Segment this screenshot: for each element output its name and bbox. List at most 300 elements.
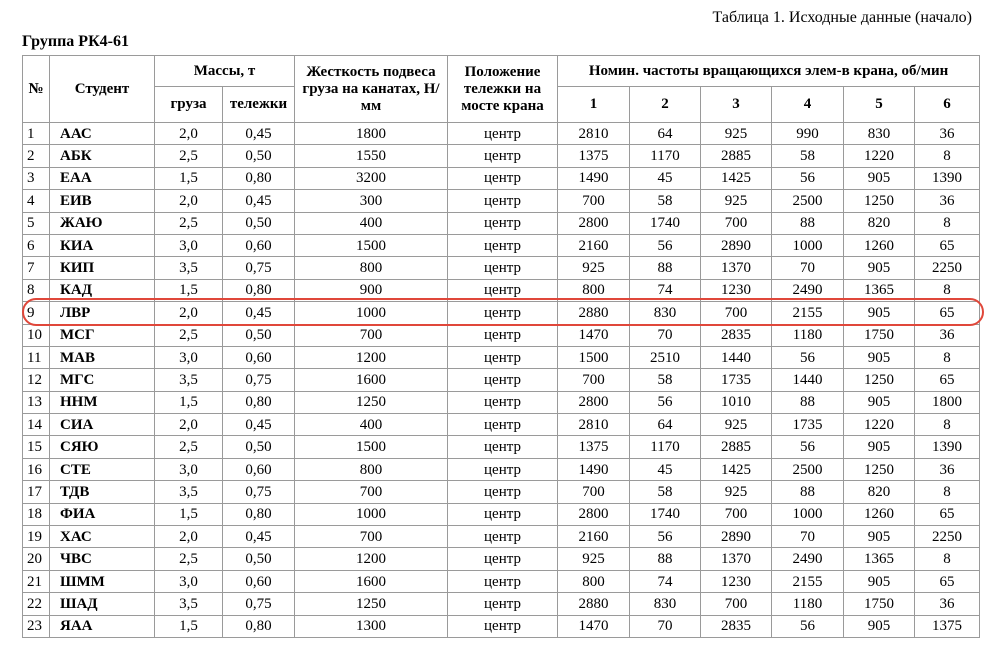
trolley-position: центр bbox=[448, 234, 558, 256]
cargo-mass: 2,0 bbox=[155, 302, 223, 324]
freq-3: 2885 bbox=[701, 145, 772, 167]
row-number: 22 bbox=[23, 593, 50, 615]
trolley-position: центр bbox=[448, 548, 558, 570]
trolley-position: центр bbox=[448, 145, 558, 167]
freq-6: 2250 bbox=[915, 526, 980, 548]
cargo-mass: 3,5 bbox=[155, 593, 223, 615]
freq-2: 64 bbox=[630, 123, 701, 145]
stiffness: 1250 bbox=[295, 391, 448, 413]
freq-5: 1260 bbox=[844, 234, 915, 256]
freq-6: 8 bbox=[915, 548, 980, 570]
cargo-mass: 2,5 bbox=[155, 324, 223, 346]
header-student: Студент bbox=[50, 56, 155, 123]
freq-2: 58 bbox=[630, 369, 701, 391]
cargo-mass: 3,0 bbox=[155, 234, 223, 256]
freq-1: 1500 bbox=[558, 346, 630, 368]
freq-3: 925 bbox=[701, 190, 772, 212]
cargo-mass: 1,5 bbox=[155, 615, 223, 637]
table-row bbox=[23, 526, 980, 548]
freq-1: 1470 bbox=[558, 615, 630, 637]
freq-6: 8 bbox=[915, 481, 980, 503]
row-number: 15 bbox=[23, 436, 50, 458]
stiffness: 1000 bbox=[295, 503, 448, 525]
freq-3: 925 bbox=[701, 414, 772, 436]
freq-4: 88 bbox=[772, 212, 844, 234]
cargo-mass: 2,5 bbox=[155, 212, 223, 234]
freq-1: 800 bbox=[558, 570, 630, 592]
cargo-mass: 2,0 bbox=[155, 190, 223, 212]
freq-1: 2810 bbox=[558, 123, 630, 145]
freq-4: 2155 bbox=[772, 570, 844, 592]
row-number: 20 bbox=[23, 548, 50, 570]
header-trolley-mass: тележки bbox=[223, 87, 295, 123]
freq-2: 1170 bbox=[630, 436, 701, 458]
trolley-position: центр bbox=[448, 436, 558, 458]
trolley-position: центр bbox=[448, 346, 558, 368]
freq-6: 8 bbox=[915, 414, 980, 436]
header-frequencies: Номин. частоты вращающихся элем-в крана, об/мин bbox=[558, 56, 980, 87]
freq-1: 1375 bbox=[558, 145, 630, 167]
trolley-position: центр bbox=[448, 570, 558, 592]
trolley-mass: 0,50 bbox=[223, 436, 295, 458]
row-number: 21 bbox=[23, 570, 50, 592]
header-stiffness: Жесткость подвеса груза на канатах, Н/мм bbox=[295, 56, 448, 123]
stiffness: 1550 bbox=[295, 145, 448, 167]
row-number: 19 bbox=[23, 526, 50, 548]
freq-3: 2885 bbox=[701, 436, 772, 458]
trolley-position: центр bbox=[448, 190, 558, 212]
freq-6: 8 bbox=[915, 279, 980, 301]
trolley-mass: 0,50 bbox=[223, 548, 295, 570]
freq-5: 905 bbox=[844, 346, 915, 368]
table-row bbox=[23, 190, 980, 212]
trolley-position: центр bbox=[448, 414, 558, 436]
freq-6: 1800 bbox=[915, 391, 980, 413]
table-row bbox=[23, 346, 980, 368]
stiffness: 300 bbox=[295, 190, 448, 212]
table-row bbox=[23, 279, 980, 301]
student-code: СТЕ bbox=[50, 458, 155, 480]
freq-2: 56 bbox=[630, 391, 701, 413]
table-row bbox=[23, 234, 980, 256]
freq-2: 830 bbox=[630, 302, 701, 324]
header-freq-4: 4 bbox=[772, 87, 844, 123]
freq-4: 56 bbox=[772, 436, 844, 458]
freq-4: 2490 bbox=[772, 548, 844, 570]
freq-6: 36 bbox=[915, 324, 980, 346]
freq-2: 64 bbox=[630, 414, 701, 436]
freq-2: 88 bbox=[630, 548, 701, 570]
freq-6: 65 bbox=[915, 369, 980, 391]
freq-1: 1375 bbox=[558, 436, 630, 458]
table-caption: Таблица 1. Исходные данные (начало) bbox=[712, 9, 972, 26]
freq-1: 925 bbox=[558, 257, 630, 279]
row-number: 3 bbox=[23, 167, 50, 189]
student-code: СЯЮ bbox=[50, 436, 155, 458]
freq-2: 74 bbox=[630, 279, 701, 301]
row-number: 10 bbox=[23, 324, 50, 346]
trolley-position: центр bbox=[448, 503, 558, 525]
freq-3: 700 bbox=[701, 302, 772, 324]
freq-4: 1440 bbox=[772, 369, 844, 391]
freq-6: 2250 bbox=[915, 257, 980, 279]
freq-1: 2800 bbox=[558, 503, 630, 525]
freq-5: 1250 bbox=[844, 369, 915, 391]
trolley-position: центр bbox=[448, 481, 558, 503]
cargo-mass: 1,5 bbox=[155, 167, 223, 189]
student-code: ЕАА bbox=[50, 167, 155, 189]
freq-5: 905 bbox=[844, 436, 915, 458]
freq-2: 45 bbox=[630, 167, 701, 189]
freq-1: 2880 bbox=[558, 593, 630, 615]
freq-1: 2160 bbox=[558, 234, 630, 256]
freq-6: 1375 bbox=[915, 615, 980, 637]
freq-2: 58 bbox=[630, 190, 701, 212]
freq-2: 74 bbox=[630, 570, 701, 592]
stiffness: 400 bbox=[295, 414, 448, 436]
trolley-position: центр bbox=[448, 324, 558, 346]
freq-5: 905 bbox=[844, 302, 915, 324]
stiffness: 800 bbox=[295, 458, 448, 480]
row-number: 7 bbox=[23, 257, 50, 279]
trolley-mass: 0,80 bbox=[223, 391, 295, 413]
stiffness: 1800 bbox=[295, 123, 448, 145]
stiffness: 1600 bbox=[295, 570, 448, 592]
table-row bbox=[23, 593, 980, 615]
table-body bbox=[23, 123, 980, 638]
stiffness: 3200 bbox=[295, 167, 448, 189]
trolley-mass: 0,75 bbox=[223, 481, 295, 503]
student-code: ННМ bbox=[50, 391, 155, 413]
cargo-mass: 3,5 bbox=[155, 257, 223, 279]
student-code: ААС bbox=[50, 123, 155, 145]
row-number: 6 bbox=[23, 234, 50, 256]
freq-3: 2890 bbox=[701, 526, 772, 548]
freq-3: 1370 bbox=[701, 548, 772, 570]
freq-5: 830 bbox=[844, 123, 915, 145]
freq-5: 1260 bbox=[844, 503, 915, 525]
freq-6: 65 bbox=[915, 302, 980, 324]
trolley-position: центр bbox=[448, 123, 558, 145]
cargo-mass: 2,0 bbox=[155, 526, 223, 548]
row-number: 11 bbox=[23, 346, 50, 368]
trolley-position: центр bbox=[448, 257, 558, 279]
group-title: Группа РК4-61 bbox=[22, 33, 129, 50]
student-code: МСГ bbox=[50, 324, 155, 346]
trolley-mass: 0,75 bbox=[223, 593, 295, 615]
row-number: 18 bbox=[23, 503, 50, 525]
row-number: 16 bbox=[23, 458, 50, 480]
trolley-mass: 0,80 bbox=[223, 503, 295, 525]
student-code: ЛВР bbox=[50, 302, 155, 324]
cargo-mass: 2,5 bbox=[155, 145, 223, 167]
student-code: ЕИВ bbox=[50, 190, 155, 212]
header-masses: Массы, т bbox=[155, 56, 295, 87]
freq-4: 2155 bbox=[772, 302, 844, 324]
header-cargo-mass: груза bbox=[155, 87, 223, 123]
cargo-mass: 3,0 bbox=[155, 570, 223, 592]
freq-6: 36 bbox=[915, 593, 980, 615]
freq-6: 8 bbox=[915, 145, 980, 167]
freq-6: 36 bbox=[915, 123, 980, 145]
freq-5: 1365 bbox=[844, 548, 915, 570]
table-row bbox=[23, 369, 980, 391]
header-freq-6: 6 bbox=[915, 87, 980, 123]
cargo-mass: 3,5 bbox=[155, 481, 223, 503]
table-row bbox=[23, 123, 980, 145]
stiffness: 1200 bbox=[295, 548, 448, 570]
table-row bbox=[23, 503, 980, 525]
trolley-mass: 0,45 bbox=[223, 123, 295, 145]
trolley-mass: 0,80 bbox=[223, 615, 295, 637]
cargo-mass: 3,0 bbox=[155, 346, 223, 368]
freq-4: 88 bbox=[772, 481, 844, 503]
trolley-mass: 0,45 bbox=[223, 526, 295, 548]
freq-5: 820 bbox=[844, 212, 915, 234]
table-row bbox=[23, 414, 980, 436]
header-freq-2: 2 bbox=[630, 87, 701, 123]
freq-2: 70 bbox=[630, 615, 701, 637]
freq-1: 2160 bbox=[558, 526, 630, 548]
freq-1: 1490 bbox=[558, 458, 630, 480]
freq-2: 56 bbox=[630, 234, 701, 256]
freq-1: 800 bbox=[558, 279, 630, 301]
trolley-mass: 0,60 bbox=[223, 570, 295, 592]
freq-1: 700 bbox=[558, 369, 630, 391]
freq-2: 56 bbox=[630, 526, 701, 548]
freq-6: 65 bbox=[915, 503, 980, 525]
stiffness: 400 bbox=[295, 212, 448, 234]
table-row bbox=[23, 302, 980, 324]
cargo-mass: 2,0 bbox=[155, 123, 223, 145]
source-data-table bbox=[22, 55, 980, 638]
header-num: № bbox=[23, 56, 50, 123]
freq-3: 1370 bbox=[701, 257, 772, 279]
stiffness: 900 bbox=[295, 279, 448, 301]
header-freq-3: 3 bbox=[701, 87, 772, 123]
freq-5: 1750 bbox=[844, 324, 915, 346]
freq-6: 65 bbox=[915, 570, 980, 592]
trolley-position: центр bbox=[448, 302, 558, 324]
table-row bbox=[23, 391, 980, 413]
stiffness: 700 bbox=[295, 526, 448, 548]
student-code: ШММ bbox=[50, 570, 155, 592]
trolley-position: центр bbox=[448, 615, 558, 637]
row-number: 2 bbox=[23, 145, 50, 167]
freq-5: 905 bbox=[844, 526, 915, 548]
header-position: Положение тележки на мосте крана bbox=[448, 56, 558, 123]
freq-4: 56 bbox=[772, 615, 844, 637]
trolley-mass: 0,50 bbox=[223, 324, 295, 346]
stiffness: 700 bbox=[295, 324, 448, 346]
stiffness: 1600 bbox=[295, 369, 448, 391]
freq-4: 2490 bbox=[772, 279, 844, 301]
cargo-mass: 1,5 bbox=[155, 503, 223, 525]
student-code: КИП bbox=[50, 257, 155, 279]
stiffness: 1500 bbox=[295, 436, 448, 458]
freq-5: 1220 bbox=[844, 145, 915, 167]
cargo-mass: 2,5 bbox=[155, 548, 223, 570]
trolley-position: центр bbox=[448, 526, 558, 548]
trolley-position: центр bbox=[448, 458, 558, 480]
freq-1: 700 bbox=[558, 190, 630, 212]
freq-3: 1440 bbox=[701, 346, 772, 368]
freq-1: 1470 bbox=[558, 324, 630, 346]
freq-4: 1180 bbox=[772, 593, 844, 615]
freq-1: 2880 bbox=[558, 302, 630, 324]
table-row bbox=[23, 458, 980, 480]
freq-4: 1180 bbox=[772, 324, 844, 346]
freq-6: 1390 bbox=[915, 436, 980, 458]
freq-6: 8 bbox=[915, 346, 980, 368]
stiffness: 800 bbox=[295, 257, 448, 279]
freq-5: 1250 bbox=[844, 458, 915, 480]
freq-1: 700 bbox=[558, 481, 630, 503]
table-row bbox=[23, 257, 980, 279]
trolley-mass: 0,80 bbox=[223, 167, 295, 189]
row-number: 5 bbox=[23, 212, 50, 234]
freq-4: 990 bbox=[772, 123, 844, 145]
freq-6: 1390 bbox=[915, 167, 980, 189]
cargo-mass: 3,0 bbox=[155, 458, 223, 480]
trolley-position: центр bbox=[448, 167, 558, 189]
student-code: ЧВС bbox=[50, 548, 155, 570]
freq-3: 2890 bbox=[701, 234, 772, 256]
freq-5: 1220 bbox=[844, 414, 915, 436]
table-row bbox=[23, 324, 980, 346]
freq-3: 925 bbox=[701, 123, 772, 145]
freq-3: 1425 bbox=[701, 167, 772, 189]
table-row bbox=[23, 212, 980, 234]
freq-5: 905 bbox=[844, 570, 915, 592]
freq-3: 1010 bbox=[701, 391, 772, 413]
student-code: ШАД bbox=[50, 593, 155, 615]
trolley-mass: 0,45 bbox=[223, 190, 295, 212]
freq-6: 36 bbox=[915, 190, 980, 212]
row-number: 13 bbox=[23, 391, 50, 413]
student-code: ЖАЮ bbox=[50, 212, 155, 234]
trolley-mass: 0,50 bbox=[223, 212, 295, 234]
student-code: ФИА bbox=[50, 503, 155, 525]
freq-4: 70 bbox=[772, 526, 844, 548]
freq-1: 2810 bbox=[558, 414, 630, 436]
trolley-position: центр bbox=[448, 369, 558, 391]
freq-2: 2510 bbox=[630, 346, 701, 368]
freq-5: 905 bbox=[844, 391, 915, 413]
row-number: 23 bbox=[23, 615, 50, 637]
freq-6: 8 bbox=[915, 212, 980, 234]
freq-3: 1230 bbox=[701, 570, 772, 592]
freq-4: 2500 bbox=[772, 190, 844, 212]
row-number: 8 bbox=[23, 279, 50, 301]
cargo-mass: 2,5 bbox=[155, 436, 223, 458]
student-code: ТДВ bbox=[50, 481, 155, 503]
row-number: 14 bbox=[23, 414, 50, 436]
student-code: АБК bbox=[50, 145, 155, 167]
freq-3: 925 bbox=[701, 481, 772, 503]
student-code: МГС bbox=[50, 369, 155, 391]
freq-4: 58 bbox=[772, 145, 844, 167]
table-row bbox=[23, 145, 980, 167]
freq-4: 1000 bbox=[772, 234, 844, 256]
freq-2: 58 bbox=[630, 481, 701, 503]
freq-3: 1425 bbox=[701, 458, 772, 480]
freq-5: 1250 bbox=[844, 190, 915, 212]
freq-2: 70 bbox=[630, 324, 701, 346]
trolley-mass: 0,60 bbox=[223, 346, 295, 368]
trolley-position: центр bbox=[448, 593, 558, 615]
trolley-mass: 0,45 bbox=[223, 414, 295, 436]
freq-3: 700 bbox=[701, 212, 772, 234]
trolley-mass: 0,45 bbox=[223, 302, 295, 324]
freq-1: 2800 bbox=[558, 391, 630, 413]
cargo-mass: 2,0 bbox=[155, 414, 223, 436]
freq-3: 2835 bbox=[701, 615, 772, 637]
trolley-position: центр bbox=[448, 279, 558, 301]
table-row bbox=[23, 570, 980, 592]
freq-5: 820 bbox=[844, 481, 915, 503]
freq-2: 45 bbox=[630, 458, 701, 480]
stiffness: 1500 bbox=[295, 234, 448, 256]
freq-4: 56 bbox=[772, 346, 844, 368]
freq-4: 70 bbox=[772, 257, 844, 279]
freq-4: 1735 bbox=[772, 414, 844, 436]
stiffness: 1300 bbox=[295, 615, 448, 637]
cargo-mass: 1,5 bbox=[155, 279, 223, 301]
cargo-mass: 3,5 bbox=[155, 369, 223, 391]
student-code: МАВ bbox=[50, 346, 155, 368]
freq-2: 830 bbox=[630, 593, 701, 615]
freq-3: 1230 bbox=[701, 279, 772, 301]
header-freq-1: 1 bbox=[558, 87, 630, 123]
student-code: ЯАА bbox=[50, 615, 155, 637]
freq-3: 700 bbox=[701, 593, 772, 615]
freq-3: 1735 bbox=[701, 369, 772, 391]
trolley-mass: 0,50 bbox=[223, 145, 295, 167]
table-row bbox=[23, 548, 980, 570]
trolley-position: центр bbox=[448, 212, 558, 234]
row-number: 12 bbox=[23, 369, 50, 391]
freq-5: 905 bbox=[844, 167, 915, 189]
row-number: 4 bbox=[23, 190, 50, 212]
trolley-mass: 0,60 bbox=[223, 458, 295, 480]
row-number: 17 bbox=[23, 481, 50, 503]
trolley-mass: 0,80 bbox=[223, 279, 295, 301]
header-freq-5: 5 bbox=[844, 87, 915, 123]
freq-5: 905 bbox=[844, 257, 915, 279]
freq-2: 1740 bbox=[630, 503, 701, 525]
stiffness: 1200 bbox=[295, 346, 448, 368]
trolley-position: центр bbox=[448, 391, 558, 413]
freq-4: 1000 bbox=[772, 503, 844, 525]
trolley-mass: 0,75 bbox=[223, 257, 295, 279]
freq-4: 2500 bbox=[772, 458, 844, 480]
table-row bbox=[23, 481, 980, 503]
row-number: 9 bbox=[23, 302, 50, 324]
trolley-mass: 0,75 bbox=[223, 369, 295, 391]
stiffness: 700 bbox=[295, 481, 448, 503]
freq-2: 88 bbox=[630, 257, 701, 279]
table-row bbox=[23, 167, 980, 189]
trolley-mass: 0,60 bbox=[223, 234, 295, 256]
freq-5: 1750 bbox=[844, 593, 915, 615]
freq-1: 925 bbox=[558, 548, 630, 570]
freq-2: 1170 bbox=[630, 145, 701, 167]
freq-6: 36 bbox=[915, 458, 980, 480]
table-row bbox=[23, 436, 980, 458]
freq-1: 1490 bbox=[558, 167, 630, 189]
freq-6: 65 bbox=[915, 234, 980, 256]
